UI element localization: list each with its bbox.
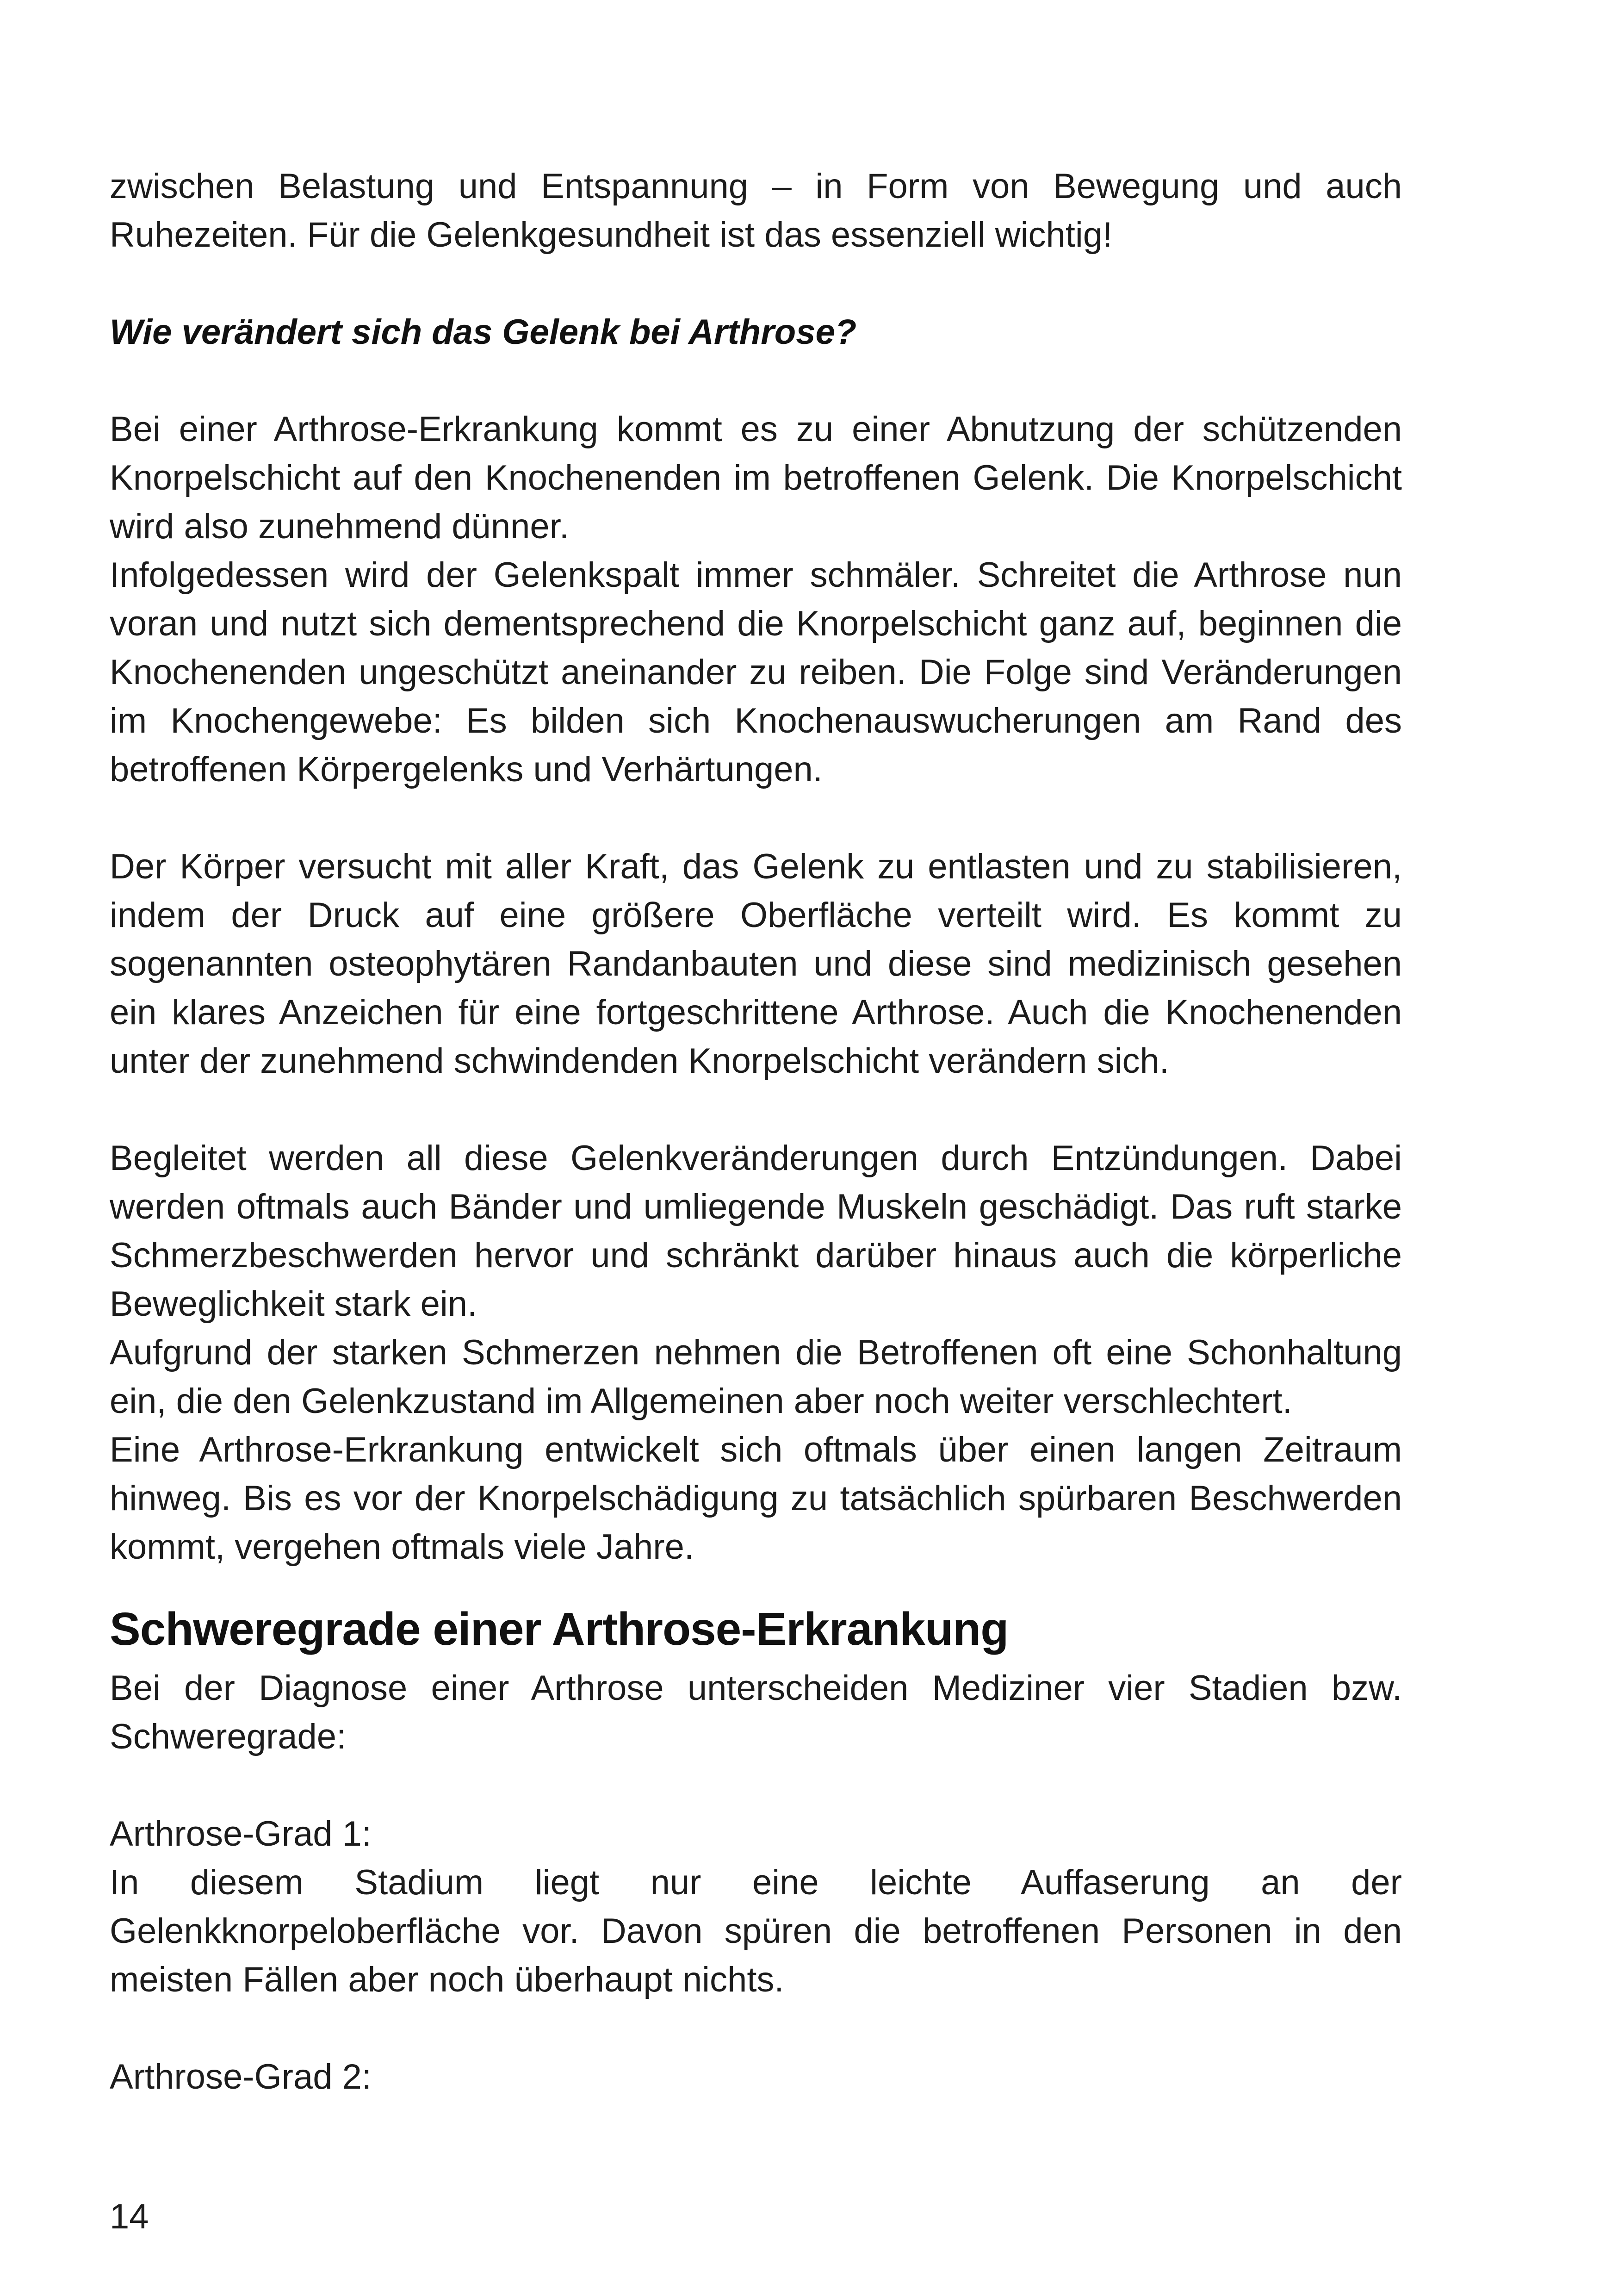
grade-1-label: Arthrose-Grad 1: bbox=[110, 1814, 372, 1854]
paragraph-cartilage-wear: Bei einer Arthrose-Erkrankung kommt es zu einer Abnutzung der schützenden Knorpelschicht auf den Knochenenden im betroffenen Gelenk. Die Knorpelschicht wird also zunehmend dünner. bbox=[110, 410, 1402, 546]
grade-1-text: In diesem Stadium liegt nur eine leichte Auffaserung an der Gelenkknorpeloberfläche vor. Davon spüren die betroffenen Personen in den meisten Fällen aber noch überhaupt nichts. bbox=[110, 1863, 1402, 1999]
grade-2-label: Arthrose-Grad 2: bbox=[110, 2057, 372, 2097]
paragraph-inflammation: Begleitet werden all diese Gelenkveränderungen durch Entzündungen. Dabei werden oftmals auch Bänder und umliegende Muskeln geschädigt. Das ruft starke Schmerzbeschwerden hervor und schränkt darüber hinaus auch die körperliche Beweglichkeit stark ein. bbox=[110, 1139, 1402, 1324]
page-content bbox=[110, 162, 1402, 2101]
section-intro: Bei der Diagnose einer Arthrose unterscheiden Mediziner vier Stadien bzw. Schweregrade: bbox=[110, 1668, 1402, 1756]
paragraph-protective-posture: Aufgrund der starken Schmerzen nehmen die Betroffenen oft eine Schonhaltung ein, die den Gelenkzustand im Allgemeinen aber noch weiter verschlechtert. bbox=[110, 1333, 1402, 1421]
paragraph-joint-gap: Infolgedessen wird der Gelenkspalt immer schmäler. Schreitet die Arthrose nun voran und nutzt sich dementsprechend die Knorpelschicht ganz auf, beginnen die Knochenenden ungeschützt aneinander zu reiben. Die Folge sind Veränderungen im Knochengewebe: Es bilden sich Knochenauswucherungen am Rand des betroffenen Körpergelenks und Verhärtungen. bbox=[110, 555, 1402, 789]
question-heading: Wie verändert sich das Gelenk bei Arthrose? bbox=[110, 312, 857, 352]
section-heading: Schweregrade einer Arthrose-Erkrankung bbox=[110, 1603, 1009, 1655]
paragraph-long-development: Eine Arthrose-Erkrankung entwickelt sich oftmals über einen langen Zeitraum hinweg. Bis es vor der Knorpelschädigung zu tatsächlich spürbaren Beschwerden kommt, vergehen oftmals viele Jahre. bbox=[110, 1430, 1402, 1567]
intro-paragraph: zwischen Belastung und Entspannung – in Form von Bewegung und auch Ruhezeiten. Für die Gelenkgesundheit ist das essenziell wichtig! bbox=[110, 167, 1402, 255]
page-number: 14 bbox=[110, 2197, 149, 2236]
paragraph-body-compensation: Der Körper versucht mit aller Kraft, das Gelenk zu entlasten und zu stabilisieren, indem der Druck auf eine größere Oberfläche verteilt wird. Es kommt zu sogenannten osteophytären Randanbauten und diese sind medizinisch gesehen ein klares Anzeichen für eine fortgeschrittene Arthrose. Auch die Knochenenden unter der zunehmend schwindenden Knorpelschicht verändern sich. bbox=[110, 847, 1402, 1081]
